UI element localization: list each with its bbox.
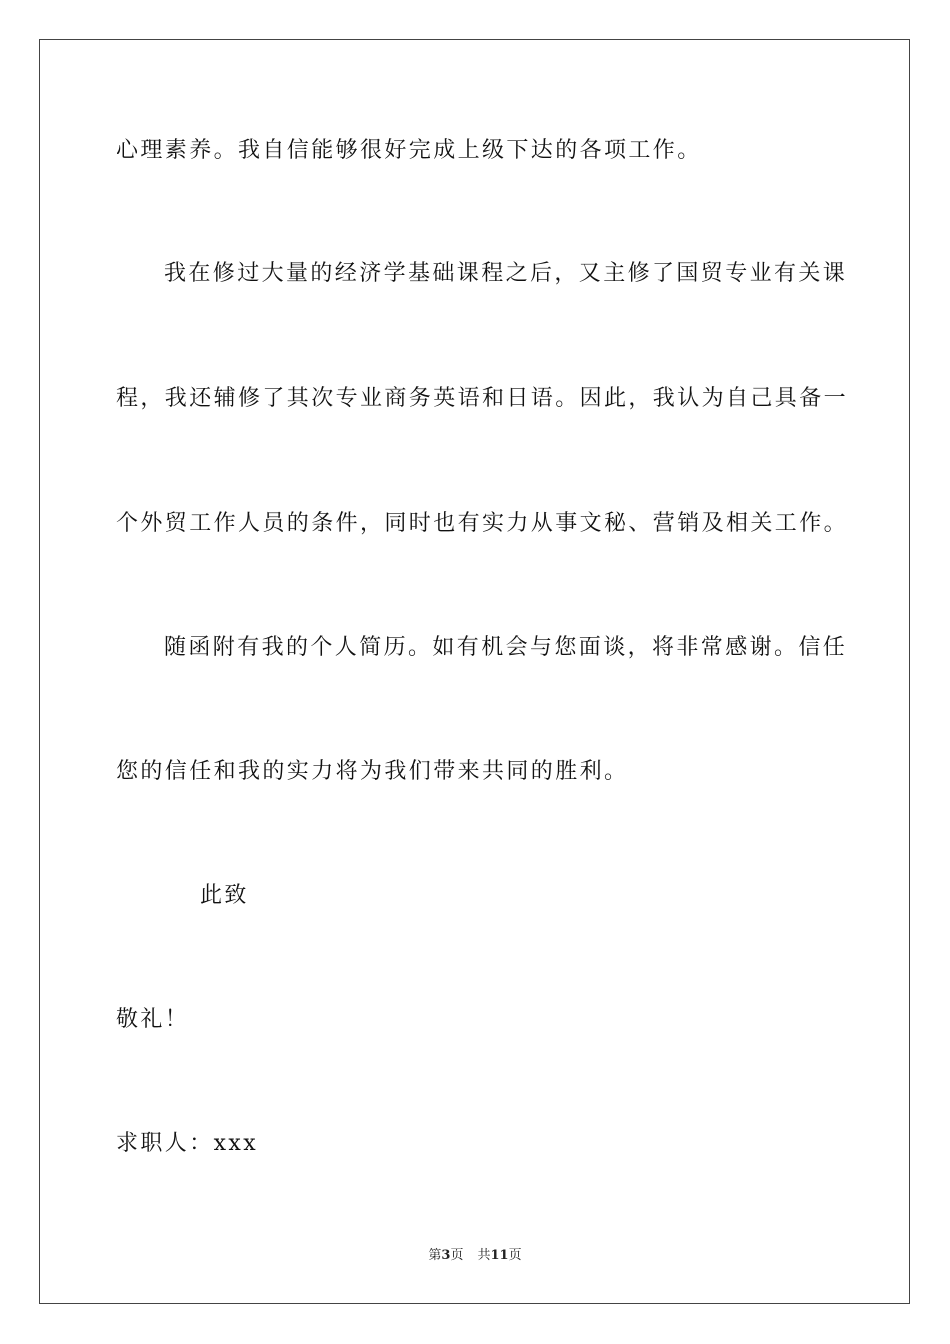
total-prefix: 共 <box>477 1248 491 1263</box>
page-border <box>39 39 910 1304</box>
closing-regards: 敬礼！ <box>116 1007 190 1032</box>
closing-salutation: 此致 <box>200 883 249 908</box>
page-prefix: 第 <box>428 1248 442 1263</box>
paragraph-line-5: 随函附有我的个人简历。如有机会与您面谈，将非常感谢。信任 <box>164 635 848 660</box>
page-number: 3 <box>441 1248 451 1263</box>
paragraph-line-6: 您的信任和我的实力将为我们带来共同的胜利。 <box>116 759 629 784</box>
paragraph-line-3: 程，我还辅修了其次专业商务英语和日语。因此，我认为自己具备一 <box>116 386 849 411</box>
total-suffix: 页 <box>508 1248 522 1263</box>
paragraph-line-2: 我在修过大量的经济学基础课程之后，又主修了国贸专业有关课 <box>164 261 848 286</box>
page-suffix: 页 <box>450 1248 464 1263</box>
paragraph-line-1: 心理素养。我自信能够很好完成上级下达的各项工作。 <box>116 138 702 163</box>
applicant-signature: 求职人：xxx <box>116 1131 259 1156</box>
paragraph-line-4: 个外贸工作人员的条件，同时也有实力从事文秘、营销及相关工作。 <box>116 511 849 536</box>
total-pages: 11 <box>490 1248 509 1263</box>
page-footer <box>0 1247 950 1265</box>
